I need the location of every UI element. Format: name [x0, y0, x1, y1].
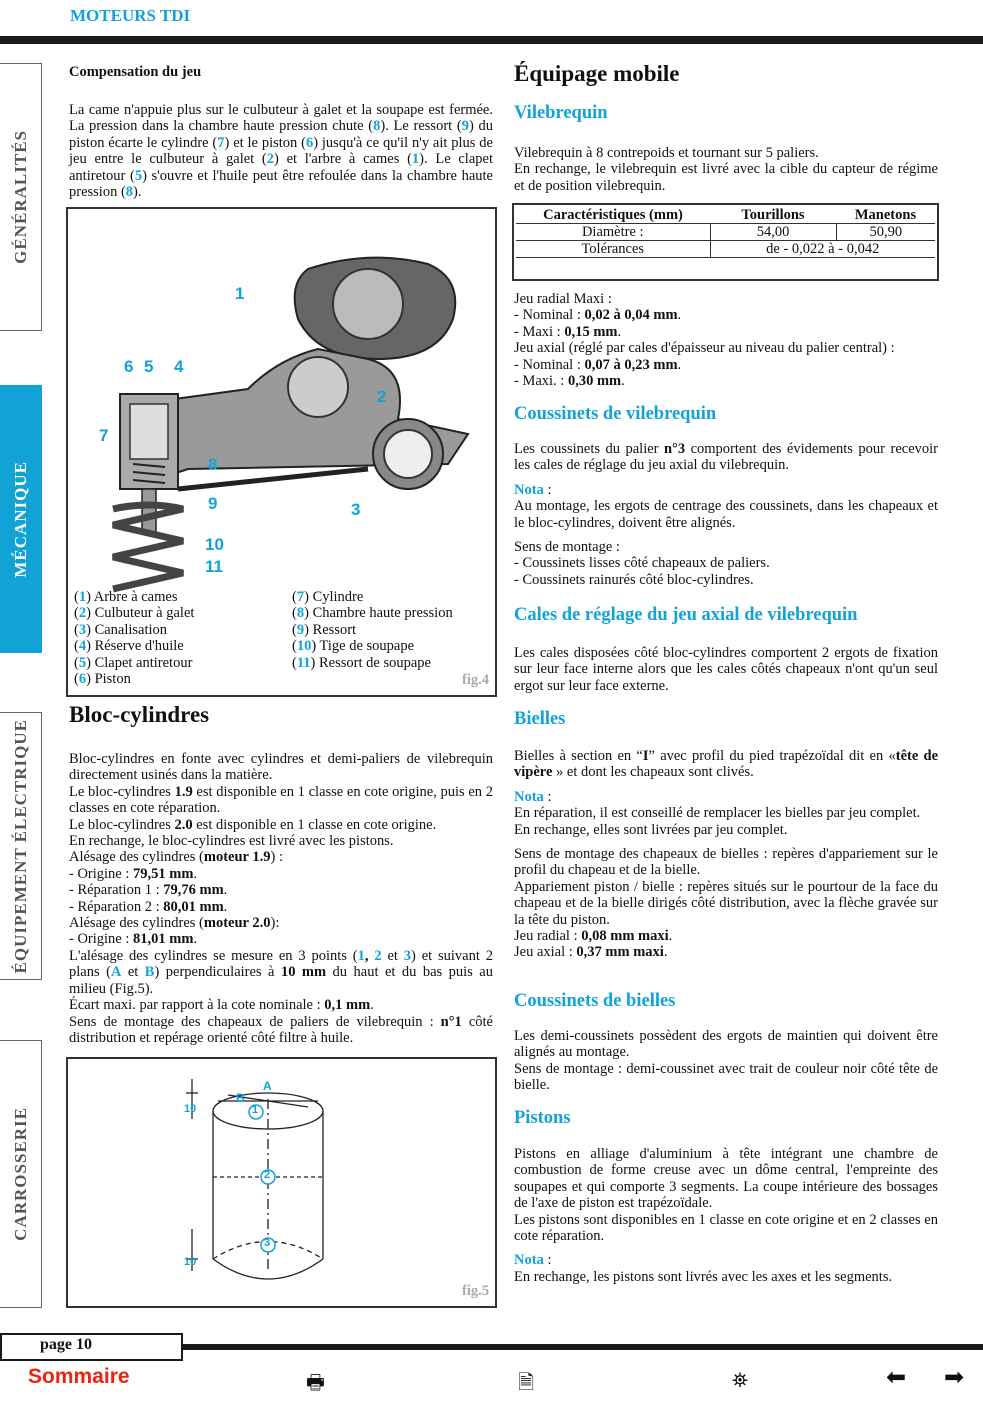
cylinder-diagram: [68, 1059, 495, 1306]
callout-5: 5: [144, 357, 154, 376]
spec-table: [516, 207, 935, 258]
valve-diagram: [68, 209, 495, 599]
table-header: Manetons: [854, 207, 917, 223]
compensation-text: La came n'appuie plus sur le culbuteur à galet et la soupape est fermée. La pression dans la chambre haute pression chute (8). Le ressort (9) du piston écarte le cylindre (7) et le piston (6) jusqu'à ce qu'il n'y ait plus de jeu entre le culbuteur à galet (2) et l'arbre à cames (1). Le clapet antiretour (5) s'ouvre et l'huile peut être refoulée dans la chambre haute pression (8).: [69, 102, 493, 201]
coussinets-vil-text: Les coussinets du palier n°3 comportent des évidements pour recevoir les cales de réglage du jeu axial du vilebrequin. Nota : Au montage, les ergots de centrage des coussinets, dans les chapeaux et le bloc-cylindres, doivent être alignés. Sens de montage : - Coussinets lisses côté chapeaux de paliers. - Coussinets rainurés côté bloc-cylindres.: [514, 441, 938, 588]
table-header: Caractéristiques (mm): [543, 207, 683, 223]
tab-label: MÉCANIQUE: [10, 460, 30, 578]
table-cell: 54,00: [710, 224, 836, 241]
cales-title: Cales de réglage du jeu axial de vilebrequin: [514, 605, 858, 625]
callout-point-1: 1: [252, 1104, 259, 1116]
tab-equipement-electrique[interactable]: [0, 712, 42, 980]
figure-4-label: fig.4: [462, 672, 489, 688]
table-cell: Tolérances: [581, 241, 645, 257]
callout-2: 2: [377, 387, 387, 406]
bloc-title: Bloc-cylindres: [69, 702, 210, 727]
vilebrequin-text: Vilebrequin à 8 contrepoids et tournant sur 5 paliers. En rechange, le vilebrequin est livré avec la cible du capteur de régime et de position vilebrequin.: [514, 145, 938, 194]
bielles-title: Bielles: [514, 709, 566, 729]
binoculars-icon[interactable]: ⛯: [732, 1368, 748, 1392]
callout-10mm-top: 10: [184, 1103, 197, 1115]
legend-item: (11) Ressort de soupape: [292, 654, 431, 671]
jeu-text: Jeu radial Maxi : - Nominal : 0,02 à 0,04 mm. - Maxi : 0,15 mm. Jeu axial (réglé par cales d'épaisseur au niveau du palier central) : - Nominal : 0,07 à 0,23 mm. - Maxi. : 0,30 mm.: [514, 291, 895, 390]
callout-point-3: 3: [264, 1237, 271, 1249]
legend-item: (4) Réserve d'huile: [74, 638, 184, 655]
tab-generalites[interactable]: [0, 63, 42, 331]
top-rule: [0, 36, 983, 44]
callout-9: 9: [208, 494, 218, 513]
page-number: page 10: [40, 1336, 92, 1353]
spec-table-box: [512, 203, 939, 281]
coussinets-bielles-text: Les demi-coussinets possèdent des ergots de maintien qui doivent être alignés au montage. Sens de montage : demi-coussinet avec trait de couleur noir côté tête de bielle.: [514, 1028, 938, 1094]
coussinets-bielles-title: Coussinets de bielles: [514, 991, 676, 1011]
legend-left: [74, 589, 284, 687]
table-cell: de - 0,022 à - 0,042: [710, 241, 935, 258]
pistons-text: Pistons en alliage d'aluminium à tête intégrant une chambre de combustion de forme creuse avec un dôme central, l'empreinte des soupapes et qui comporte 3 segments. La coupe intérieure des bossages de l'axe de piston est trapézoïdale. Les pistons sont disponibles en 1 classe en cote origine et en 2 classes en cote réparation. Nota : En rechange, les pistons sont livrés avec les axes et les segments.: [514, 1146, 938, 1285]
callout-7: 7: [99, 426, 109, 445]
figure-4: [66, 207, 497, 697]
arrow-right-icon[interactable]: ➡: [944, 1363, 965, 1391]
callout-point-2: 2: [264, 1169, 271, 1181]
bloc-text: Bloc-cylindres en fonte avec cylindres et demi-paliers de vilebrequin directement usinés dans la matière. Le bloc-cylindres 1.9 est disponible en 1 classe en cote origine, puis en 2 classes en cote réparation. Le bloc-cylindres 2.0 est disponible en 1 classe en cote origine. En rechange, le bloc-cylindres est livré avec les pistons. Alésage des cylindres (moteur 1.9) : - Origine : 79,51 mm. - Réparation 1 : 79,76 mm. - Réparation 2 : 80,01 mm. Alésage des cylindres (moteur 2.0): - Origine : 81,01 mm. L'alésage des cylindres se mesure en 3 points (1, 2 et 3) et suivant 2 plans (A et B) perpendiculaires à 10 mm du haut et du bas puis au milieu (Fig.5). Écart maxi. par rapport à la cote nominale : 0,1 mm. Sens de montage des chapeaux de paliers de vilebrequin : n°1 côté distribution et repérage orienté côté filtre à huile.: [69, 751, 494, 1046]
callout-11: 11: [205, 557, 223, 576]
callout-6: 6: [124, 357, 134, 376]
callout-4: 4: [174, 357, 184, 376]
callout-10mm-bottom: 10: [184, 1256, 197, 1268]
tab-label: CARROSSERIE: [10, 1107, 30, 1241]
tab-carrosserie[interactable]: [0, 1040, 42, 1308]
figure-5-label: fig.5: [462, 1283, 489, 1299]
tab-mecanique[interactable]: [0, 385, 42, 653]
sommaire-link[interactable]: Sommaire: [28, 1365, 130, 1388]
legend-item: (3) Canalisation: [74, 621, 168, 638]
legend-item: (10) Tige de soupape: [292, 638, 415, 655]
legend-item: (1) Arbre à cames: [74, 589, 178, 605]
callout-B: B: [236, 1091, 245, 1105]
document-icon[interactable]: 🗎: [518, 1370, 535, 1394]
table-header: Tourillons: [741, 207, 805, 223]
printer-icon[interactable]: 🖶: [306, 1370, 325, 1394]
callout-8: 8: [208, 455, 218, 474]
callout-A: A: [263, 1079, 272, 1093]
legend-item: (9) Ressort: [292, 621, 357, 638]
table-cell: Diamètre :: [581, 224, 644, 240]
callout-1: 1: [235, 284, 245, 303]
pistons-title: Pistons: [514, 1108, 571, 1128]
compensation-title: Compensation du jeu: [69, 64, 202, 80]
vilebrequin-title: Vilebrequin: [514, 103, 608, 123]
legend-item: (2) Culbuteur à galet: [74, 605, 195, 622]
arrow-left-icon[interactable]: ⬅: [886, 1363, 907, 1391]
legend-item: (6) Piston: [74, 671, 131, 688]
tab-label: ÉQUIPEMENT ÉLECTRIQUE: [10, 718, 30, 974]
legend-item: (7) Cylindre: [292, 589, 364, 605]
coussinets-vil-title: Coussinets de vilebrequin: [514, 404, 717, 424]
table-cell: 50,90: [869, 224, 903, 240]
figure-5: [66, 1057, 497, 1308]
callout-10: 10: [205, 535, 224, 554]
equipage-title: Équipage mobile: [514, 61, 680, 86]
bielles-text: Bielles à section en “I” avec profil du pied trapézoïdal dit en «tête de vipère » et dont les chapeaux sont clivés. Nota : En réparation, il est conseillé de remplacer les bielles par jeu complet. En rechange, elles sont livrées par jeu complet. Sens de montage des chapeaux de bielles : repères d'appariement sur le profil du chapeau et de la bielle. Appariement piston / bielle : repères situés sur le pourtour de la face du chapeau et de la bielle dirigés côté distribution, avec la flèche gravée sur la tête du piston. Jeu radial : 0,08 mm maxi. Jeu axial : 0,37 mm maxi.: [514, 748, 939, 961]
callout-3: 3: [351, 500, 361, 519]
legend-right: [292, 589, 492, 671]
tab-label: GÉNÉRALITÉS: [10, 130, 30, 264]
cales-text: Les cales disposées côté bloc-cylindres comportent 2 ergots de fixation sur leur face interne alors que les cales côtés chapeaux n'ont qu'un seul ergot sur leur face externe.: [514, 645, 938, 694]
legend-item: (8) Chambre haute pression: [292, 605, 453, 622]
legend-item: (5) Clapet antiretour: [74, 654, 193, 671]
header-title: MOTEURS TDI: [70, 6, 191, 25]
